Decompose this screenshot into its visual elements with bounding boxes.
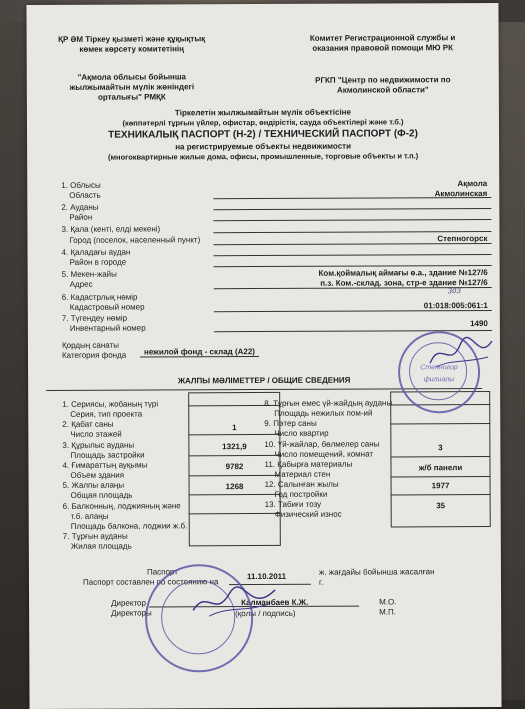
right-item-8-ru: Площадь нежилых пом-ий (274, 408, 373, 418)
field-6-value-ru: 01:018:005:061:1 (423, 301, 488, 311)
footer-director-ru: Директор (111, 598, 146, 608)
footer-signature-hint: (қолы / подпись) (235, 608, 296, 619)
left-item-1-ru: Серия, тип проекта (70, 409, 143, 419)
category-ru: Категория фонда (61, 350, 127, 360)
field-3-ru: Город (поселок, населенный пункт) (69, 235, 201, 245)
left-item-7-kz: 7. Тұрғын ауданы (62, 531, 128, 541)
right-item-12-kz: 12. Салынған жылы (264, 479, 339, 489)
right-item-11-value: ж/б панели (390, 460, 490, 477)
category-kz: Қордың санаты (61, 340, 119, 350)
field-7-kz: 7. Түгендеу нөмір (61, 313, 128, 323)
field-5-ru: Адрес (69, 279, 93, 289)
stamp-right-line-2: филиалы (423, 376, 455, 384)
left-item-3-ru: Площадь застройки (70, 450, 145, 460)
left-item-1-kz: 1. Сериясы, жобаның түрі (62, 399, 159, 409)
right-item-10-ru: Число помещений, комнат (274, 449, 374, 459)
right-item-9-ru: Число квартир (274, 428, 329, 438)
left-item-6-ru2: Площадь балкона, лоджии ж.б. (70, 521, 188, 531)
footer-passport-kz: Паспорт (146, 567, 178, 577)
field-7-value-ru: 1490 (470, 319, 488, 329)
footer-passport-ru: Паспорт составлен по состоянию на (82, 577, 219, 587)
header-left-org-2: көмек көрсету комитетінің (79, 44, 185, 54)
left-item-4-kz: 4. Ғимараттың ауқымы (62, 460, 148, 470)
left-item-4-ru: Объем здания (70, 470, 125, 480)
field-5-value-ru: п.з. Ком.-склад. зона, стр-е здание №127/6 (320, 278, 488, 288)
signature-director-icon (189, 584, 279, 624)
footer-year-suffix: г. (318, 577, 324, 587)
field-5-value-kz: Ком.қоймалық аймағы ө.а., здание №127/6 (318, 268, 488, 278)
footer-mp: М.П. (379, 607, 396, 617)
field-1-value-kz: Ақмола (457, 179, 488, 189)
right-item-9-kz: 9. Пәтер саны (264, 418, 317, 428)
left-item-6-ru: т.б. алаңы (70, 511, 109, 521)
field-2-kz: 2. Ауданы (61, 202, 99, 212)
document-page (26, 3, 501, 709)
title-line-4: (многоквартирные жилые дома, офисы, промышленные, торговые объекты и т.п.) (107, 151, 419, 162)
footer-date: 11.10.2011 (246, 571, 287, 582)
header-right-org-1: Комитет Регистрационной службы и (309, 33, 456, 43)
header-left-org-1: ҚР ӘМ Тіркеу қызметі және құқықтық (58, 34, 206, 44)
field-4-ru: Район в городе (69, 257, 127, 267)
left-item-6-kz: 6. Балконның, лоджияның және (62, 501, 181, 511)
right-item-11-ru: Материал стен (274, 469, 331, 479)
right-item-8-kz: 8. Тұрғын емес үй-жайдың ауданы (264, 398, 393, 408)
header-right-org-2: оказания правовой помощи МЮ РК (312, 43, 454, 53)
left-item-5-value: 1268 (189, 480, 281, 495)
right-item-10-kz: 10. Үй-жайлар, бөлмелер саны (264, 439, 380, 449)
field-4-underline-2 (214, 265, 492, 267)
field-7-ru: Инвентарный номер (69, 323, 146, 333)
right-item-11-kz: 11. Қабырға материалы (264, 459, 353, 469)
left-item-4-value: 9782 (188, 459, 280, 476)
field-6-kz: 6. Кадастрлық нөмір (61, 292, 138, 302)
field-1-kz: 1. Облысы (61, 180, 101, 190)
left-item-3-value: 1321,9 (188, 439, 280, 456)
section-title: ЖАЛПЫ МӘЛІМЕТТЕР / ОБЩИЕ СВЕДЕНИЯ (177, 375, 351, 386)
field-3-value-ru: Степногорск (437, 234, 488, 244)
stamp-right-line-1: Степногор (420, 364, 458, 372)
field-6-handwritten: 303 (447, 287, 462, 296)
field-2-underline-1 (213, 208, 491, 210)
title-line-3: на регистрируемые объекты недвижимости (175, 141, 351, 152)
left-item-7-ru: Жилая площадь (70, 541, 132, 551)
right-item-12-ru: Год постройки (274, 489, 328, 499)
field-2-ru: Район (69, 212, 93, 222)
header-right-sub-1: РГКП "Центр по недвижимости по (315, 75, 451, 85)
title-line-1: Тіркелетін жылжымайтын мүлік объектісіне (174, 107, 351, 118)
left-item-3-kz: 3. Құрылыс ауданы (62, 440, 135, 450)
right-item-13-value: 35 (436, 501, 446, 511)
left-item-5-ru: Общая площадь (70, 490, 133, 500)
field-3-underline-2 (214, 243, 492, 245)
right-item-13-kz: 13. Табиғи тозу (264, 499, 322, 509)
right-item-12-value: 1977 (391, 478, 491, 495)
left-item-2-ru: Число этажей (70, 429, 122, 439)
footer-mo: М.О. (379, 597, 397, 607)
field-1-underline (213, 197, 491, 199)
right-item-13-ru: Физический износ (274, 509, 342, 519)
left-item-2-value: 1 (188, 421, 280, 435)
field-5-kz: 5. Мекен-жайы (61, 269, 117, 279)
field-3-kz: 3. Қала (кенті, елді мекені) (61, 224, 161, 234)
field-4-underline-1 (214, 254, 492, 256)
field-6-underline (214, 310, 492, 312)
category-value: нежилой фонд - склад (А22) (140, 347, 259, 358)
title-line-2: (көппәтерлі тұрғын үйлер, офистар, өндірістік, сауда объектілері және т.б.) (122, 117, 404, 128)
field-4-kz: 4. Қаладағы аудан (61, 247, 131, 257)
header-left-sub-1: "Ақмола облысы бойынша (77, 72, 187, 82)
field-1-value-ru: Акмолинская (434, 189, 488, 199)
field-1-ru: Область (69, 190, 101, 200)
header-left-sub-2: жылжымайтын мүлік жөніндегі (69, 82, 195, 92)
field-6-ru: Кадастровый номер (69, 302, 145, 312)
left-item-2-kz: 2. Қабат саны (62, 419, 114, 429)
footer-director-kz: Директоры (111, 608, 152, 618)
field-3-underline-1 (213, 231, 491, 233)
header-left-sub-3: орталығы" РМҚК (97, 92, 166, 102)
footer-date-suffix-kz: ж. жағдайы бойынша жасалған (318, 567, 435, 577)
field-2-underline-2 (213, 219, 491, 221)
title-main: ТЕХНИКАЛЫҚ ПАСПОРТ (Н-2) / ТЕХНИЧЕСКИЙ ПАСПОРТ (Ф-2) (108, 128, 418, 141)
background-left (0, 0, 30, 700)
footer-director-name: Калманбаев К.Ж. (241, 597, 309, 608)
header-right-sub-2: Акмолинской области" (336, 85, 429, 95)
signature-right-icon (426, 333, 496, 373)
left-item-5-kz: 5. Жалпы алаңы (62, 480, 125, 490)
right-item-10-value: 3 (390, 440, 490, 457)
